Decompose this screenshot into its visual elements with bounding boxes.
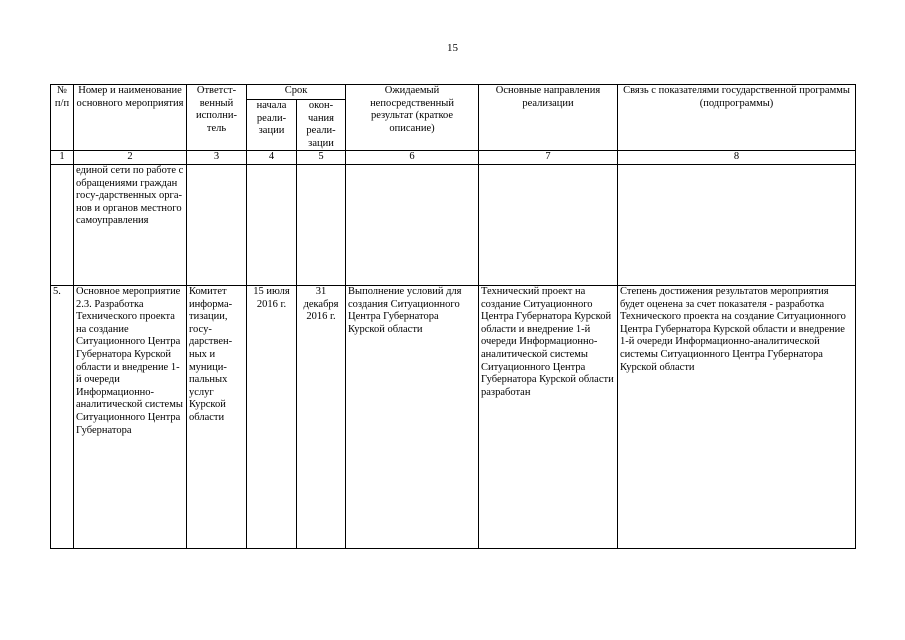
header-result: Ожидаемый непосредственный результат (краткое описание) (346, 85, 479, 151)
header-name: Номер и наименование основного мероприятия (74, 85, 187, 151)
column-number: 4 (247, 151, 297, 165)
header-link: Связь с показателями государственной программы (подпрограммы) (618, 85, 856, 151)
header-row (51, 85, 856, 100)
cell-directions: Технический проект на создание Ситуационного Центра Губернатора Курской области и внедрение 1-й очереди Информационно-аналитической системы Ситуационного Центра Губернатора Курской области разработан (479, 285, 618, 548)
cell-num (51, 164, 74, 285)
column-number: 6 (346, 151, 479, 165)
column-number: 1 (51, 151, 74, 165)
column-number-row (51, 151, 856, 165)
cell-start (247, 164, 297, 285)
cell-name: Основное мероприятие 2.3. Разработка Технического проекта на создание Ситуационного Центра Губернатора Курской области и внедрение 1-й очереди Информационно-аналитической системы Ситуационного Центра Губернатора (74, 285, 187, 548)
table-row (51, 164, 856, 285)
cell-result: Выполнение условий для создания Ситуационного Центра Губернатора Курской области (346, 285, 479, 548)
page-number: 15 (447, 42, 458, 54)
cell-executor (187, 164, 247, 285)
header-term-end: окон-чания реали-зации (297, 100, 346, 151)
cell-end (297, 164, 346, 285)
cell-num: 5. (51, 285, 74, 548)
column-number: 8 (618, 151, 856, 165)
header-term: Срок (247, 85, 346, 100)
cell-executor: Комитет информа-тизации, госу-дарствен-ных и муници-пальных услуг Курской области (187, 285, 247, 548)
column-number: 7 (479, 151, 618, 165)
cell-name: единой сети по работе с обращениями граждан госу-дарственных орга-нов и органов местного самоуправления (74, 164, 187, 285)
header-num: № п/п (51, 85, 74, 151)
column-number: 2 (74, 151, 187, 165)
cell-end: 31 декабря 2016 г. (297, 285, 346, 548)
cell-link (618, 164, 856, 285)
column-number: 3 (187, 151, 247, 165)
cell-link: Степень достижения результатов мероприятия будет оценена за счет показателя - разработка Технического проекта на создание Ситуационного Центра Губернатора Курской области и внедрение 1-й очереди Информационно-аналитической системы Ситуационного Центра Губернатора Курской области (618, 285, 856, 548)
header-term-start: начала реали-зации (247, 100, 297, 151)
cell-directions (479, 164, 618, 285)
header-directions: Основные направления реализации (479, 85, 618, 151)
table-row (51, 285, 856, 548)
cell-start: 15 июля 2016 г. (247, 285, 297, 548)
measures-table (50, 84, 856, 549)
cell-result (346, 164, 479, 285)
header-executor: Ответст-венный исполни-тель (187, 85, 247, 151)
column-number: 5 (297, 151, 346, 165)
